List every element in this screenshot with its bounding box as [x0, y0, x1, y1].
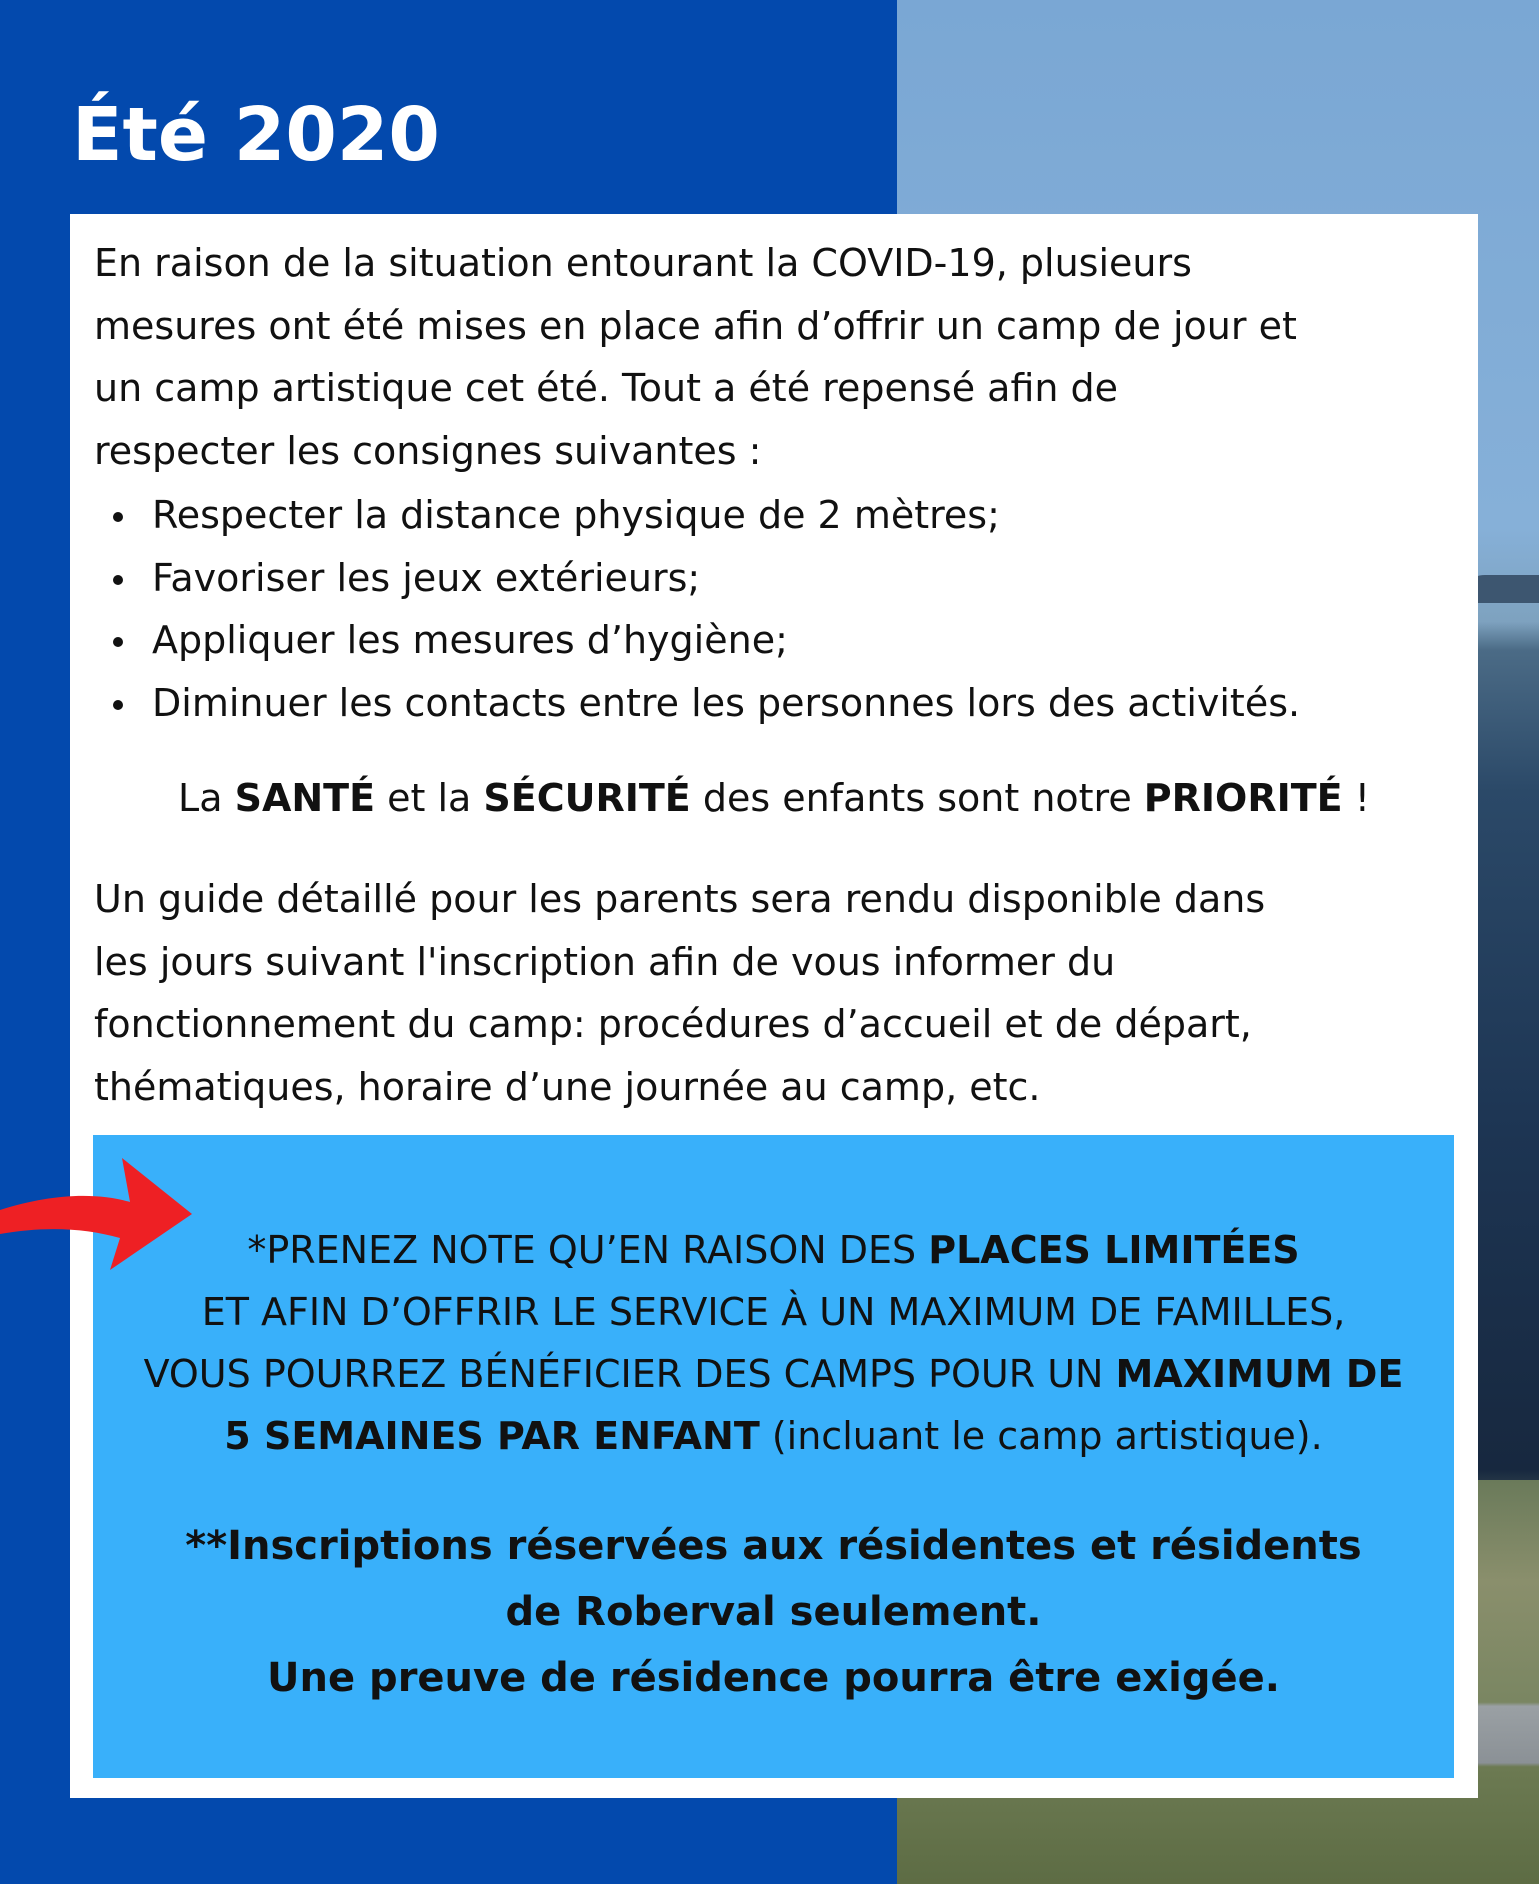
info-card	[70, 214, 1478, 1798]
priority-text: La	[178, 776, 235, 820]
priority-text: des enfants sont notre	[690, 776, 1144, 820]
notice-box	[93, 1135, 1454, 1778]
intro-line: mesures ont été mises en place afin d’offrir un camp de jour et	[94, 303, 1297, 348]
priority-bold: PRIORITÉ	[1143, 776, 1343, 820]
priority-statement	[70, 767, 1478, 829]
guide-line: fonctionnement du camp: procédures d’accueil et de départ,	[94, 1002, 1252, 1046]
limited-places-notice	[93, 1219, 1454, 1467]
residents-notice	[93, 1513, 1454, 1711]
priority-text: et la	[375, 776, 484, 820]
residents-line: **Inscriptions réservées aux résidentes et résidents	[185, 1523, 1362, 1569]
list-item: Favoriser les jeux extérieurs;	[94, 547, 1464, 610]
notice-bold: MAXIMUM DE	[1115, 1352, 1404, 1396]
guide-line: les jours suivant l'inscription afin de vous informer du	[94, 939, 1116, 984]
guide-line: thématiques, horaire d’une journée au camp, etc.	[94, 1064, 1041, 1109]
priority-bold: SANTÉ	[234, 776, 376, 820]
notice-text: *PRENEZ NOTE QU’EN RAISON DES	[247, 1228, 929, 1272]
priority-bold: SÉCURITÉ	[483, 776, 691, 820]
page-title: Été 2020	[72, 92, 440, 178]
guide-paragraph	[94, 868, 1474, 1118]
list-item: Respecter la distance physique de 2 mètres;	[94, 484, 1464, 547]
notice-bold: 5 SEMAINES PAR ENFANT	[224, 1414, 760, 1458]
list-item: Diminuer les contacts entre les personnes lors des activités.	[94, 672, 1464, 735]
notice-text: (incluant le camp artistique).	[759, 1414, 1323, 1458]
intro-paragraph	[94, 232, 1464, 482]
notice-text: ET AFIN D’OFFRIR LE SERVICE À UN MAXIMUM DE FAMILLES,	[201, 1290, 1346, 1334]
notice-bold: PLACES LIMITÉES	[928, 1228, 1300, 1272]
list-item: Appliquer les mesures d’hygiène;	[94, 609, 1464, 672]
residents-line: de Roberval seulement.	[505, 1589, 1042, 1635]
residents-line: Une preuve de résidence pourra être exigée.	[267, 1655, 1280, 1701]
guide-line: Un guide détaillé pour les parents sera rendu disponible dans	[94, 877, 1266, 921]
intro-line: un camp artistique cet été. Tout a été repensé afin de	[94, 366, 1119, 410]
notice-text: VOUS POURREZ BÉNÉFICIER DES CAMPS POUR UN	[143, 1352, 1116, 1396]
intro-line: En raison de la situation entourant la COVID-19, plusieurs	[94, 241, 1192, 285]
intro-line: respecter les consignes suivantes :	[94, 428, 762, 473]
consignes-list	[94, 484, 1464, 734]
curved-arrow-right-icon	[0, 1152, 200, 1282]
priority-text: !	[1342, 776, 1370, 820]
